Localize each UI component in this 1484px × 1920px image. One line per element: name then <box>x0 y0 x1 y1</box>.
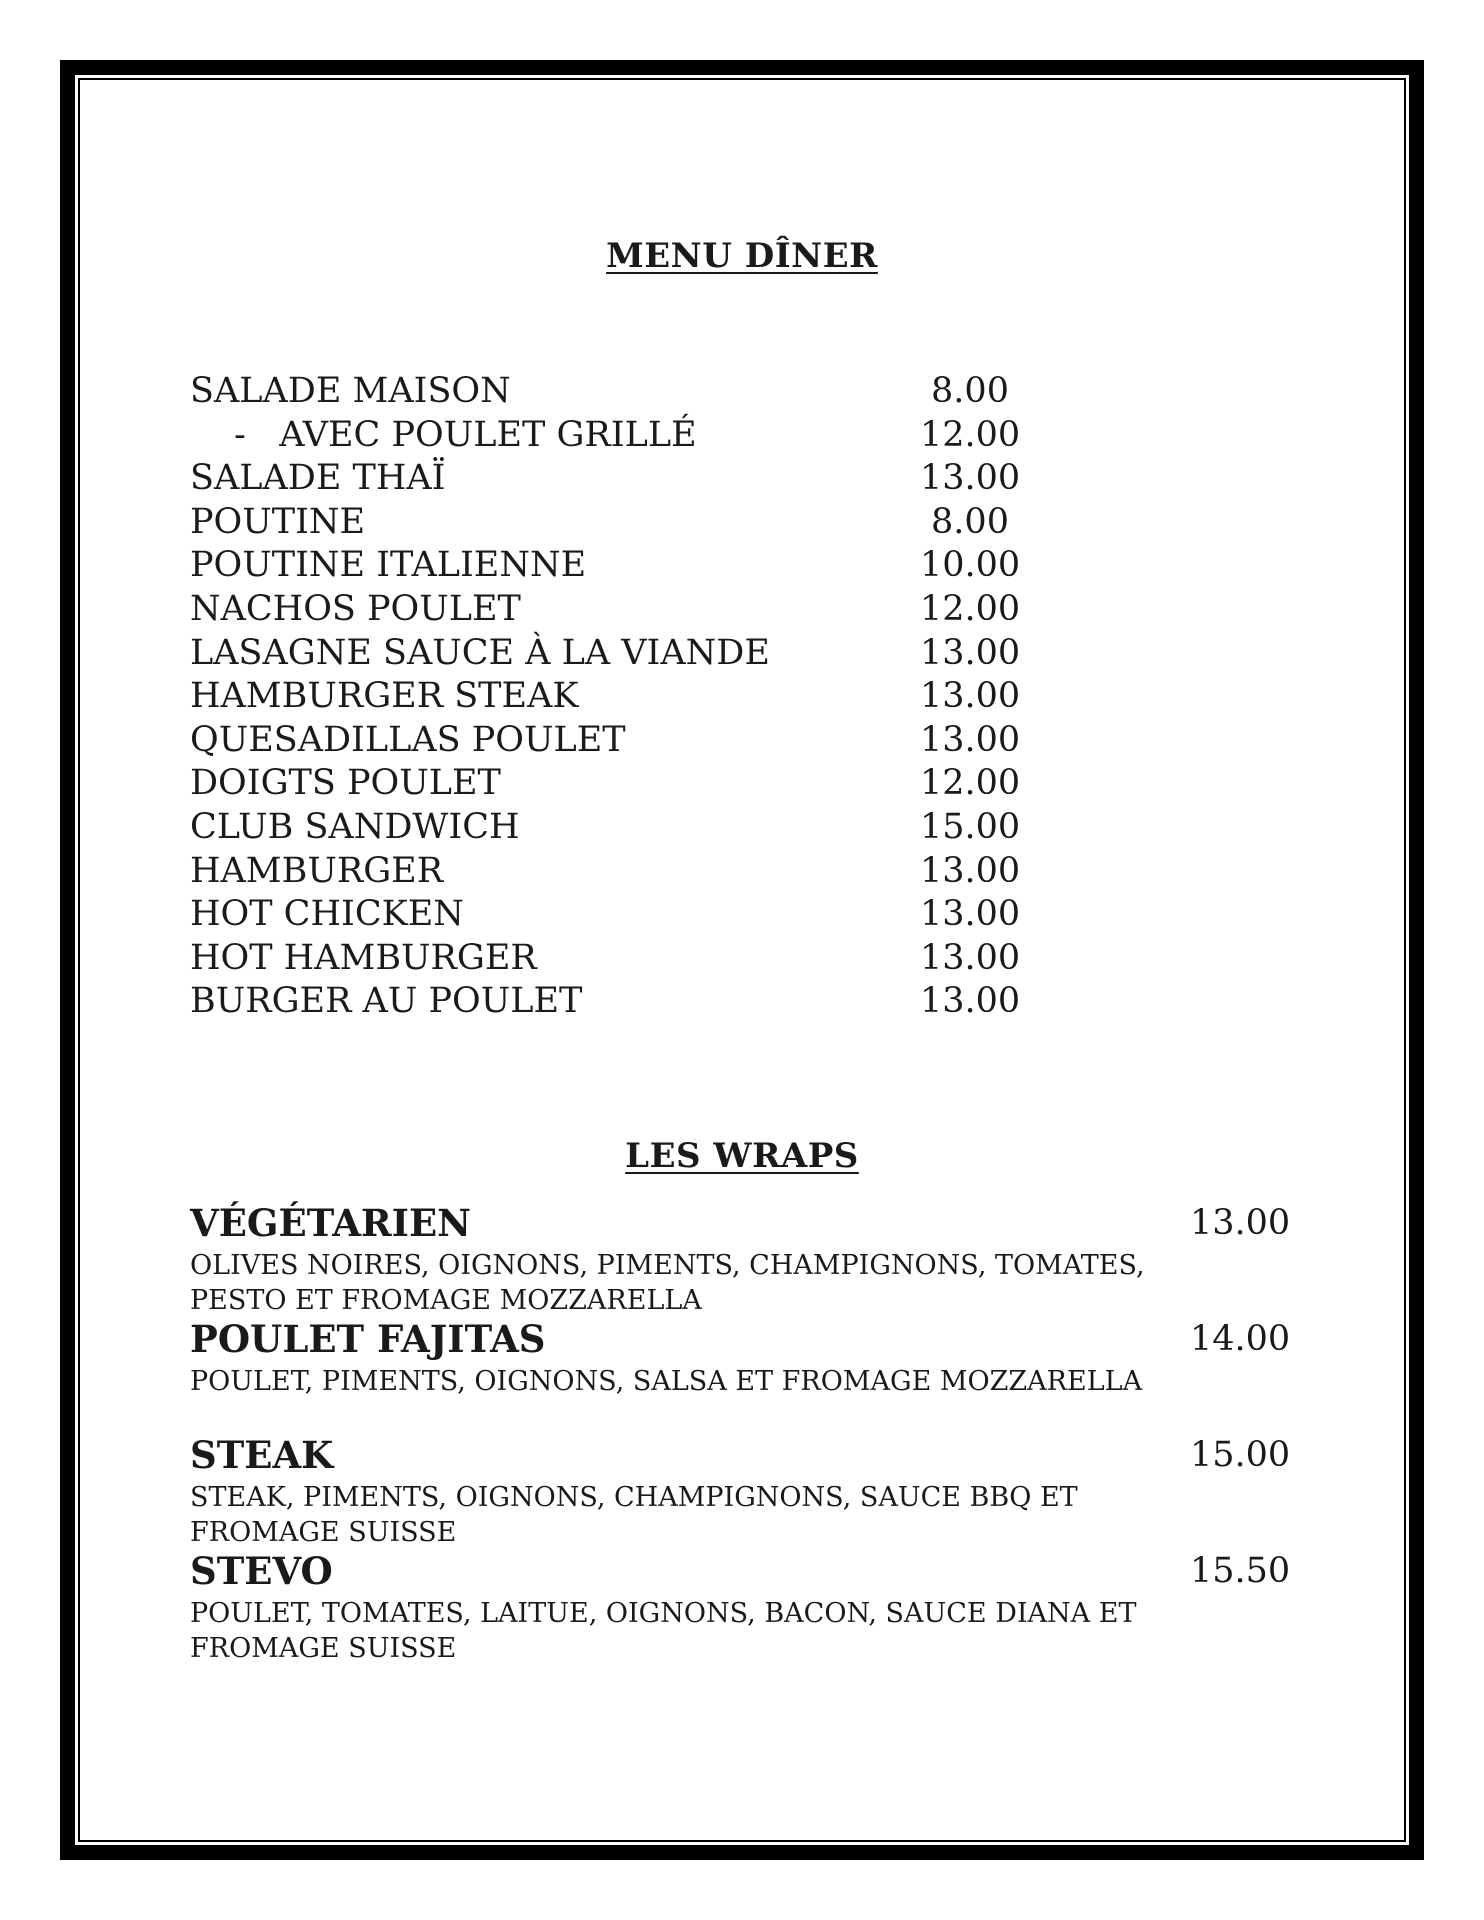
menu-item-price: 13.00 <box>920 850 1021 891</box>
menu-item-name: HOT CHICKEN <box>190 894 464 935</box>
menu-item-name: BURGER AU POULET <box>190 981 583 1022</box>
menu-item-price: 13.00 <box>920 632 1021 673</box>
wrap-price: 13.00 <box>1190 1203 1291 1243</box>
menu-item <box>190 501 1090 545</box>
menu-item-price: 13.00 <box>920 458 1021 499</box>
wrap-description: STEAK, PIMENTS, OIGNONS, CHAMPIGNONS, SAUCE BBQ ET FROMAGE SUISSE <box>190 1482 1078 1548</box>
menu-item-price: 13.00 <box>920 676 1021 717</box>
menu-item-name: DOIGTS POULET <box>190 763 501 804</box>
menu-item-name: POUTINE ITALIENNE <box>190 545 587 586</box>
menu-item <box>190 632 1090 676</box>
wraps-title <box>0 1136 1484 1176</box>
menu-item <box>190 544 1090 588</box>
menu-item <box>190 806 1090 850</box>
wrap-price: 14.00 <box>1190 1319 1291 1359</box>
wrap-name: STEVO <box>190 1549 333 1593</box>
menu-list <box>190 370 1090 1024</box>
wrap-price: 15.50 <box>1190 1551 1291 1591</box>
menu-item-name: CLUB SANDWICH <box>190 806 520 847</box>
menu-item <box>190 937 1090 981</box>
menu-item-name: NACHOS POULET <box>190 588 521 629</box>
menu-item-price: 12.00 <box>920 588 1021 629</box>
menu-item <box>190 719 1090 763</box>
menu-item-price: 8.00 <box>931 501 1009 542</box>
wrap-name: STEAK <box>190 1433 334 1477</box>
menu-item-price: 10.00 <box>920 545 1021 586</box>
menu-item-price: 13.00 <box>920 719 1021 760</box>
menu-title <box>0 236 1484 276</box>
menu-item-name: POUTINE <box>190 501 366 542</box>
menu-item-name: - AVEC POULET GRILLÉ <box>234 414 697 455</box>
wraps-title-text: LES WRAPS <box>625 1136 859 1176</box>
menu-item-price: 12.00 <box>920 763 1021 804</box>
menu-item <box>190 850 1090 894</box>
menu-item-name: SALADE MAISON <box>190 371 511 411</box>
menu-item <box>190 675 1090 719</box>
wrap-item <box>190 1314 1290 1430</box>
menu-item-price: 8.00 <box>931 371 1009 411</box>
wrap-description: POULET, TOMATES, LAITUE, OIGNONS, BACON, SAUCE DIANA ET FROMAGE SUISSE <box>190 1598 1137 1664</box>
wrap-name: POULET FAJITAS <box>190 1317 546 1361</box>
menu-item-name: HOT HAMBURGER <box>190 937 537 978</box>
wrap-item <box>190 1198 1290 1314</box>
menu-item <box>190 370 1090 414</box>
wrap-item <box>190 1546 1290 1662</box>
menu-item-price: 13.00 <box>920 894 1021 935</box>
wrap-item <box>190 1430 1290 1546</box>
menu-item-price: 13.00 <box>920 981 1021 1022</box>
wraps-list <box>190 1198 1290 1662</box>
menu-title-text: MENU DÎNER <box>606 236 878 276</box>
menu-item-option <box>190 414 1090 458</box>
menu-item-price: 15.00 <box>920 806 1021 847</box>
menu-item-name: SALADE THAÏ <box>190 458 446 499</box>
menu-item <box>190 893 1090 937</box>
menu-item <box>190 980 1090 1024</box>
wrap-price: 15.00 <box>1190 1435 1291 1475</box>
wrap-description: OLIVES NOIRES, OIGNONS, PIMENTS, CHAMPIGNONS, TOMATES, PESTO ET FROMAGE MOZZARELLA <box>190 1250 1145 1316</box>
wrap-name: VÉGÉTARIEN <box>190 1201 472 1245</box>
menu-item <box>190 762 1090 806</box>
menu-item <box>190 588 1090 632</box>
menu-item-name: LASAGNE SAUCE À LA VIANDE <box>190 632 770 673</box>
menu-item <box>190 457 1090 501</box>
menu-item-price: 12.00 <box>920 414 1021 455</box>
menu-item-name: HAMBURGER <box>190 850 444 891</box>
menu-item-name: HAMBURGER STEAK <box>190 676 579 717</box>
wrap-description: POULET, PIMENTS, OIGNONS, SALSA ET FROMAGE MOZZARELLA <box>190 1366 1143 1397</box>
menu-item-name: QUESADILLAS POULET <box>190 719 626 760</box>
menu-item-price: 13.00 <box>920 937 1021 978</box>
